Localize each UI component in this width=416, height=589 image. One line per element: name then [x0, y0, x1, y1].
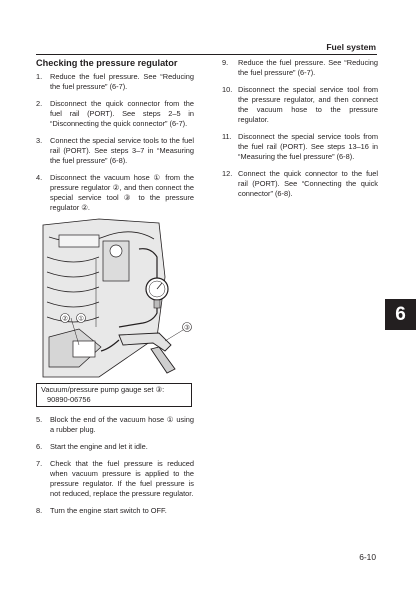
- step-text: Reduce the fuel pressure. See “Reducing the fuel pressure” (6-7).: [50, 71, 194, 91]
- step-number: 6.: [36, 441, 43, 451]
- callout-3: ③: [184, 324, 190, 332]
- step-7: [36, 459, 194, 499]
- step-9: [222, 58, 378, 78]
- step-8: [36, 506, 194, 516]
- step-text: Check that the fuel pressure is reduced when vacuum pressure is applied to the pressure regulator. If the fuel pressure is not reduced, replace the pressure regulator.: [50, 458, 194, 498]
- step-number: 4.: [36, 172, 43, 182]
- step-6: [36, 442, 194, 452]
- tool-caption-label: Vacuum/pressure pump gauge set ③:: [41, 384, 165, 394]
- header-rule: [36, 54, 377, 55]
- step-number: 8.: [36, 505, 43, 515]
- step-text: Disconnect the special service tools from the fuel rail (PORT). See steps 13–16 in “Measuring the fuel pressure” (6-8).: [238, 132, 378, 161]
- engine-illustration: [39, 217, 195, 379]
- step-number: 10.: [222, 85, 233, 94]
- step-12: [222, 169, 378, 199]
- step-3: [36, 136, 194, 166]
- step-2: [36, 99, 194, 129]
- step-number: 7.: [36, 458, 43, 468]
- step-text: Start the engine and let it idle.: [50, 441, 148, 451]
- engine-drawing: [39, 217, 195, 379]
- step-number: 1.: [36, 71, 43, 81]
- step-number: 3.: [36, 135, 43, 145]
- step-number: 12.: [222, 169, 233, 178]
- step-number: 2.: [36, 98, 43, 108]
- chapter-tab: 6: [385, 299, 416, 330]
- left-column: [36, 58, 194, 523]
- step-number: 5.: [36, 414, 43, 424]
- right-column: [222, 58, 378, 206]
- step-text: Reduce the fuel pressure. See “Reducing the fuel pressure” (6-7).: [238, 58, 378, 77]
- section-title: Checking the pressure regulator: [36, 58, 178, 68]
- step-text: Disconnect the special service tool from the pressure regulator, and then connect the vacuum hose to the pressure regulator.: [238, 85, 378, 124]
- step-11: [222, 132, 378, 162]
- callout-1: ①: [78, 315, 84, 323]
- step-5: [36, 415, 194, 435]
- page-header-title: Fuel system: [326, 42, 376, 52]
- step-number: 9.: [222, 58, 229, 67]
- tool-caption-box: [36, 383, 192, 407]
- step-text: Block the end of the vacuum hose ① using a rubber plug.: [50, 414, 194, 434]
- step-10: [222, 85, 378, 125]
- page-number: 6-10: [359, 552, 376, 562]
- step-text: Disconnect the vacuum hose ① from the pressure regulator ②, and then connect the special service tool ③ to the pressure regulator ②.: [50, 172, 194, 212]
- step-4: [36, 173, 194, 213]
- step-1: [36, 72, 194, 92]
- callout-2: ②: [62, 315, 68, 323]
- step-text: Turn the engine start switch to OFF.: [50, 505, 167, 515]
- step-text: Connect the quick connector to the fuel rail (PORT). See “Connecting the quick connector” (6-8).: [238, 169, 378, 198]
- step-text: Disconnect the quick connector from the fuel rail (PORT). See steps 2–5 in “Disconnecting the quick connector” (6-7).: [50, 98, 194, 128]
- tool-part-number: 90890-06756: [47, 394, 91, 404]
- step-text: Connect the special service tools to the fuel rail (PORT). See steps 3–7 in “Measuring the fuel pressure” (6-8).: [50, 135, 194, 165]
- step-number: 11.: [222, 132, 232, 141]
